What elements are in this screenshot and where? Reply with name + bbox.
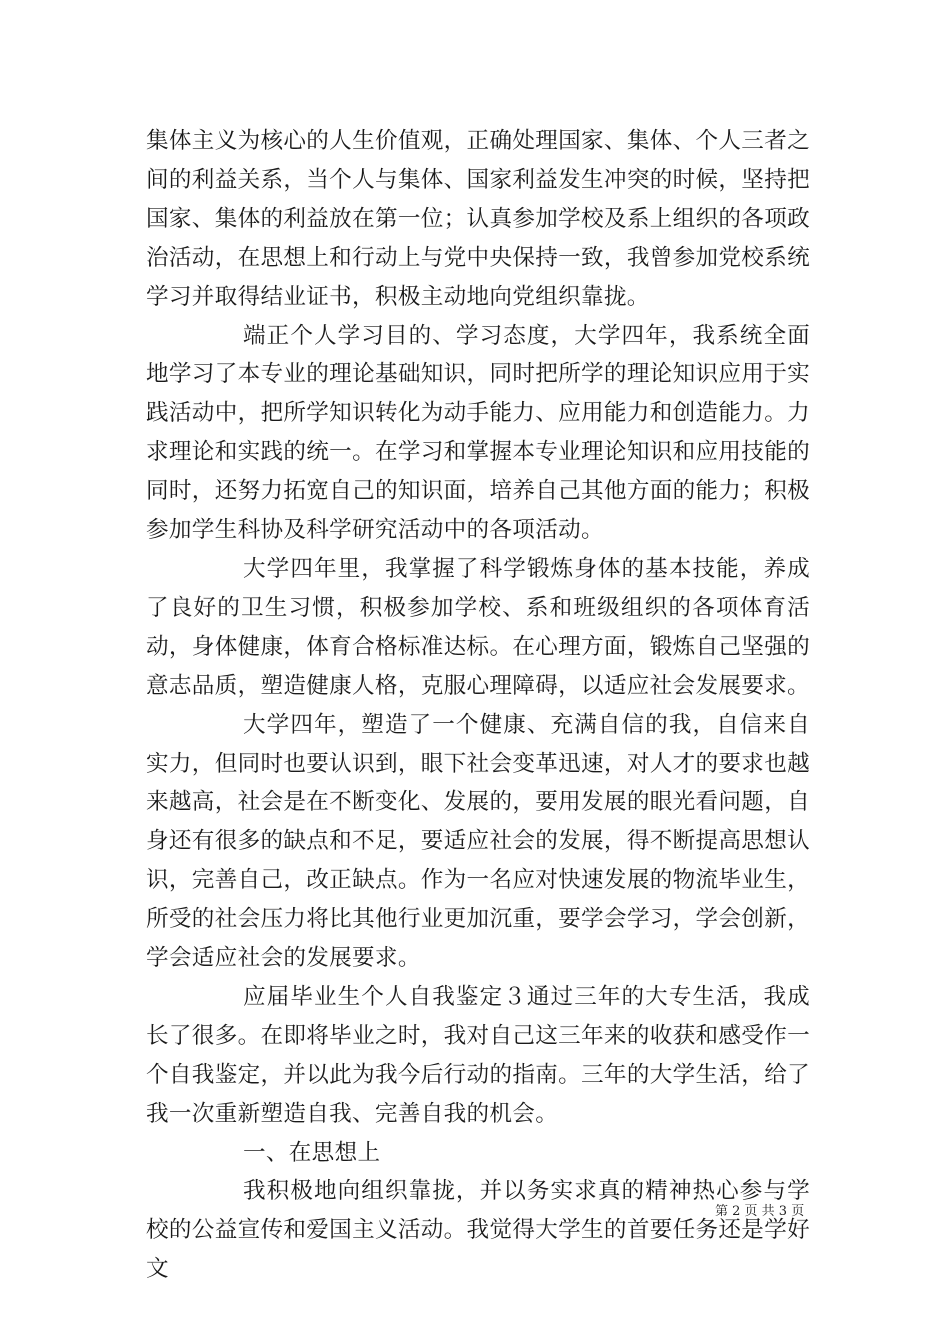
paragraph-4: 大学四年，塑造了一个健康、充满自信的我，自信来自实力，但同时也要认识到，眼下社会变革迅速，对人才的要求也越来越高，社会是在不断变化、发展的，要用发展的眼光看问题，自身还有很多的缺点和不足，要适应社会的发展，得不断提高思想认识，完善自己，改正缺点。作为一名应对快速发展的物流毕业生，所受的社会压力将比其他行业更加沉重，要学会学习，学会创新，学会适应社会的发展要求。 — [146, 711, 810, 972]
page-number-footer: 第 2 页 共 3 页 — [715, 1204, 805, 1219]
paragraph-2: 端正个人学习目的、学习态度，大学四年，我系统全面地学习了本专业的理论基础知识，同时把所学的理论知识应用于实践活动中，把所学知识转化为动手能力、应用能力和创造能力。力求理论和实践的统一。在学习和掌握本专业理论知识和应用技能的同时，还努力拓宽自己的知识面，培养自己其他方面的能力；积极参加学生科协及科学研究活动中的各项活动。 — [146, 322, 810, 544]
document-body — [146, 122, 810, 1289]
paragraph-3: 大学四年里，我掌握了科学锻炼身体的基本技能，养成了良好的卫生习惯，积极参加学校、系和班级组织的各项体育活动，身体健康，体育合格标准达标。在心理方面，锻炼自己坚强的意志品质，塑造健康人格，克服心理障碍，以适应社会发展要求。 — [146, 555, 810, 699]
paragraph-5: 应届毕业生个人自我鉴定３通过三年的大专生活，我成长了很多。在即将毕业之时，我对自己这三年来的收获和感受作一个自我鉴定，并以此为我今后行动的指南。三年的大学生活，给了我一次重新塑造自我、完善自我的机会。 — [146, 983, 810, 1127]
paragraph-1: 集体主义为核心的人生价值观，正确处理国家、集体、个人三者之间的利益关系，当个人与集体、国家利益发生冲突的时候，坚持把国家、集体的利益放在第一位；认真参加学校及系上组织的各项政治活动，在思想上和行动上与党中央保持一致，我曾参加党校系统学习并取得结业证书，积极主动地向党组织靠拢。 — [146, 128, 810, 310]
section-heading: 一、在思想上 — [243, 1139, 381, 1166]
paragraph-6: 我积极地向组织靠拢，并以务实求真的精神热心参与学校的公益宣传和爱国主义活动。我觉得大学生的首要任务还是学好文 — [146, 1178, 810, 1283]
